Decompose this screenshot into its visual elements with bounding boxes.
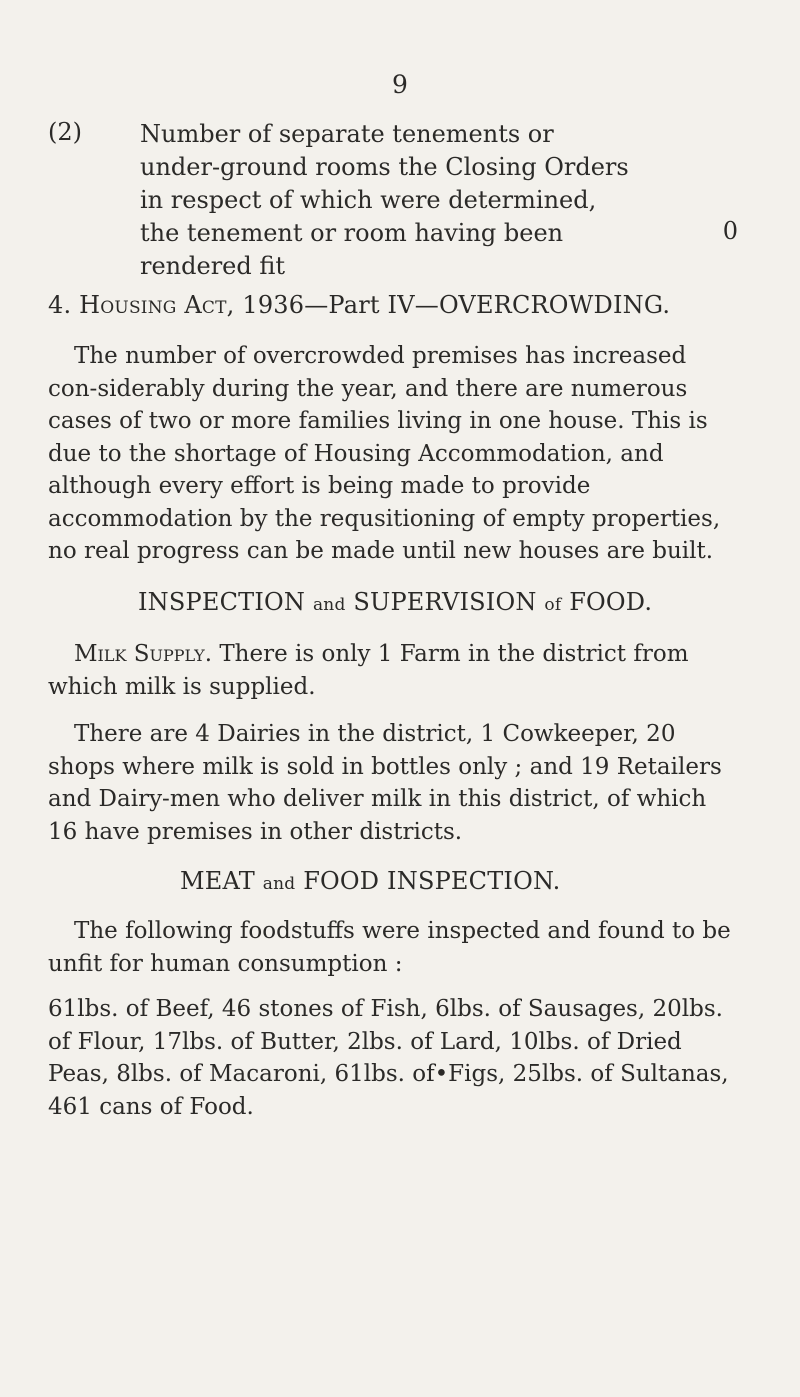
heading-preposition: of [544, 595, 562, 615]
dairies-paragraph: There are 4 Dairies in the district, 1 Cowkeeper, 20 shops where milk is sold in bottles only ; and 19 Retailers and Dairy-men who deliver milk in this district, of which 16 have premises in other districts. [48, 721, 722, 845]
closing-orders-item [48, 118, 738, 283]
heading-word: MEAT [180, 867, 255, 895]
item-value: 0 [722, 217, 738, 245]
milk-supply-text: There is only 1 Farm in the district from which milk is supplied. [48, 641, 689, 700]
section-number: 4. [48, 291, 72, 319]
act-name: Housing Act, [79, 291, 235, 319]
foodstuffs-list: 61lbs. of Beef, 46 stones of Fish, 6lbs. of Sausages, 20lbs. of Flour, 17lbs. of Butter, 2lbs. of Lard, 10lbs. of Dried Peas, 8lbs. of Macaroni, 61lbs. of•Figs, 25lbs. of Sultanas, 461 cans of Food. [48, 996, 729, 1120]
section-4-heading [48, 291, 670, 319]
milk-supply-paragraph [48, 638, 740, 703]
item-number: (2) [48, 118, 82, 146]
item-text: Number of separate tenements or under-ground rooms the Closing Orders in respect of which were determined, the tenement or room having been rendered fit [140, 120, 629, 280]
heading-word: FOOD INSPECTION. [303, 867, 561, 895]
meat-inspection-heading [180, 867, 560, 895]
heading-word: FOOD. [569, 588, 653, 616]
heading-word: INSPECTION [138, 588, 306, 616]
heading-conjunction: and [262, 874, 296, 894]
foodstuffs-intro: The following foodstuffs were inspected and found to be unfit for human consumption : [48, 918, 731, 977]
inspection-heading [138, 588, 652, 616]
overcrowding-paragraph: The number of overcrowded premises has increased con-siderably during the year, and there are numerous cases of two or more families living in one house. This is due to the shortage of Housing Accommodation, and although every effort is being made to provide accommodation by the requsitioning of empty properties, no real progress can be made until new houses are built. [48, 343, 721, 564]
section-title: 1936—Part IV—OVERCROWDING. [242, 291, 671, 319]
page-number: 9 [392, 70, 408, 99]
heading-word: SUPERVISION [353, 588, 537, 616]
milk-supply-label: Milk Supply. [74, 641, 213, 667]
heading-conjunction: and [312, 595, 346, 615]
